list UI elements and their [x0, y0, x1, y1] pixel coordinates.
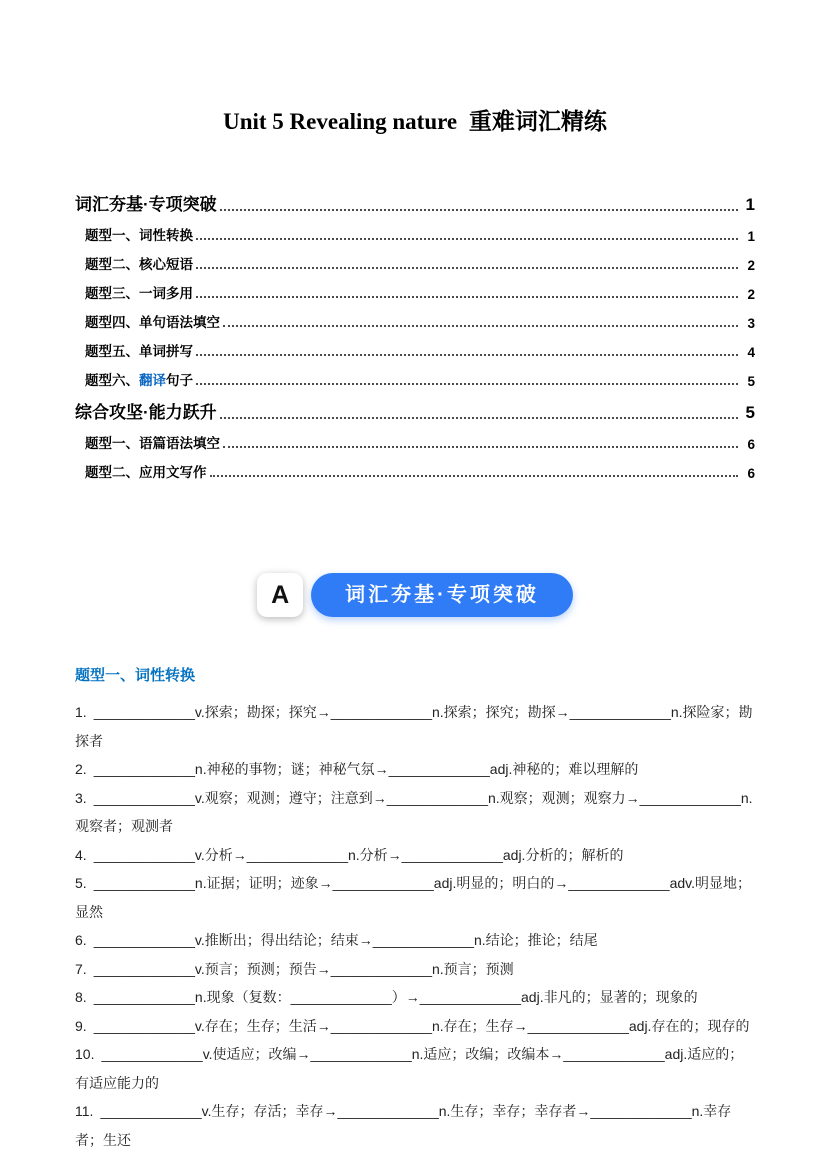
exercise-number: 5. — [75, 875, 87, 891]
title-english: Unit 5 Revealing nature — [223, 109, 458, 134]
exercise-number: 1. — [75, 704, 87, 720]
toc-page-number: 2 — [747, 287, 755, 302]
toc-row[interactable] — [75, 364, 755, 393]
exercise-text: _____________v.使适应；改编→_____________n.适应；改编；改编本→_____________adj.适应的；有适应能力的 — [75, 1046, 744, 1091]
exercise-text: _____________v.生存；存活；幸存→_____________n.生存；幸存；幸存者→_____________n.幸存者；生还 — [75, 1103, 732, 1148]
exercise-item — [75, 1012, 755, 1041]
exercise-item — [75, 698, 755, 755]
toc-leader-dots — [210, 475, 739, 477]
exercise-text: _____________v.探索；勘探；探究→_____________n.探索；探究；勘探→_____________n.探险家；勘探者 — [75, 704, 753, 749]
toc-page-number: 2 — [747, 258, 755, 273]
exercise-item — [75, 1097, 755, 1154]
exercise-text: _____________n.现象（复数：_____________）→_____________adj.非凡的；显著的；现象的 — [93, 989, 698, 1005]
toc-row[interactable] — [75, 306, 755, 335]
toc-label: 综合攻坚·能力跃升 — [75, 403, 217, 422]
toc-label: 题型五、单词拼写 — [85, 344, 193, 359]
title-chinese: 重难词汇精练 — [468, 109, 607, 134]
toc-row[interactable] — [75, 335, 755, 364]
toc-leader-dots — [223, 446, 738, 448]
exercise-number: 3. — [75, 789, 87, 806]
toc-leader-dots — [196, 354, 738, 356]
toc-leader-dots — [196, 267, 738, 269]
toc-row[interactable] — [75, 277, 755, 306]
exercise-text: _____________v.观察；观测；遵守；注意到→_____________n.观察；观测；观察力→_____________n.观察者；观测者 — [75, 789, 753, 834]
exercise-item — [75, 926, 755, 955]
toc-label: 题型二、核心短语 — [85, 257, 193, 272]
toc-row[interactable] — [75, 219, 755, 248]
toc-leader-dots — [196, 296, 738, 298]
exercise-item — [75, 1040, 755, 1097]
exercise-number: 7. — [75, 960, 87, 977]
exercise-number: 6. — [75, 932, 87, 948]
exercise-text: _____________n.神秘的事物；谜；神秘气氛→_____________adj.神秘的；难以理解的 — [93, 761, 639, 777]
exercise-item — [75, 841, 755, 870]
toc-label: 词汇夯基·专项突破 — [75, 195, 217, 214]
toc-label: 题型三、一词多用 — [85, 286, 193, 301]
toc-row[interactable] — [75, 248, 755, 277]
toc-page-number: 3 — [747, 316, 755, 331]
exercise-text: _____________v.分析→_____________n.分析→_____________adj.分析的；解析的 — [93, 846, 624, 863]
exercise-text: _____________v.存在；生存；生活→_____________n.存在；生存→_____________adj.存在的；现存的 — [93, 1017, 750, 1034]
badge-letter: A — [257, 573, 303, 617]
exercise-number: 11. — [75, 1103, 94, 1119]
toc-leader-dots — [220, 209, 738, 211]
toc-row[interactable] — [75, 396, 755, 427]
toc-label: 题型二、应用文写作 — [85, 465, 207, 480]
toc-page-number: 1 — [747, 229, 755, 244]
exercise-item — [75, 983, 755, 1012]
toc-page-number: 5 — [747, 374, 755, 389]
toc-label: 题型四、单句语法填空 — [85, 315, 220, 330]
exercise-number: 10. — [75, 1046, 95, 1062]
exercise-number: 4. — [75, 846, 87, 863]
toc-row[interactable] — [75, 188, 755, 219]
toc-page-number: 6 — [747, 466, 755, 481]
toc-page-number: 4 — [747, 345, 755, 360]
toc-leader-dots — [220, 417, 738, 419]
exercise-text: _____________v.推断出；得出结论；结束→_____________n.结论；推论；结尾 — [93, 932, 598, 948]
exercise-list — [75, 698, 755, 1154]
exercise-number: 9. — [75, 1017, 87, 1034]
toc-row[interactable] — [75, 427, 755, 456]
exercise-item — [75, 869, 755, 926]
exercise-item — [75, 784, 755, 841]
toc-row[interactable] — [75, 456, 755, 485]
toc-leader-dots — [223, 325, 738, 327]
exercise-text: _____________v.预言；预测；预告→_____________n.预言；预测 — [93, 960, 514, 977]
toc-leader-dots — [196, 238, 738, 240]
page-title — [75, 106, 755, 138]
exercise-item — [75, 955, 755, 984]
exercise-number: 2. — [75, 761, 87, 777]
toc-page-number: 1 — [745, 195, 755, 214]
toc-page-number: 5 — [745, 403, 755, 422]
exercise-text: _____________n.证据；证明；迹象→_____________adj.明显的；明白的→_____________adv.明显地；显然 — [75, 875, 752, 920]
section-heading: 题型一、词性转换 — [75, 667, 196, 684]
section-badge — [75, 573, 755, 617]
exercise-item — [75, 755, 755, 784]
exercise-number: 8. — [75, 989, 87, 1005]
toc-leader-dots — [196, 383, 738, 385]
toc-label: 题型六、翻译句子 — [85, 373, 193, 388]
badge-label: 词汇夯基·专项突破 — [311, 573, 573, 617]
toc-page-number: 6 — [747, 437, 755, 452]
toc-label: 题型一、语篇语法填空 — [85, 436, 220, 451]
toc-label: 题型一、词性转换 — [85, 228, 193, 243]
toc — [75, 188, 755, 485]
